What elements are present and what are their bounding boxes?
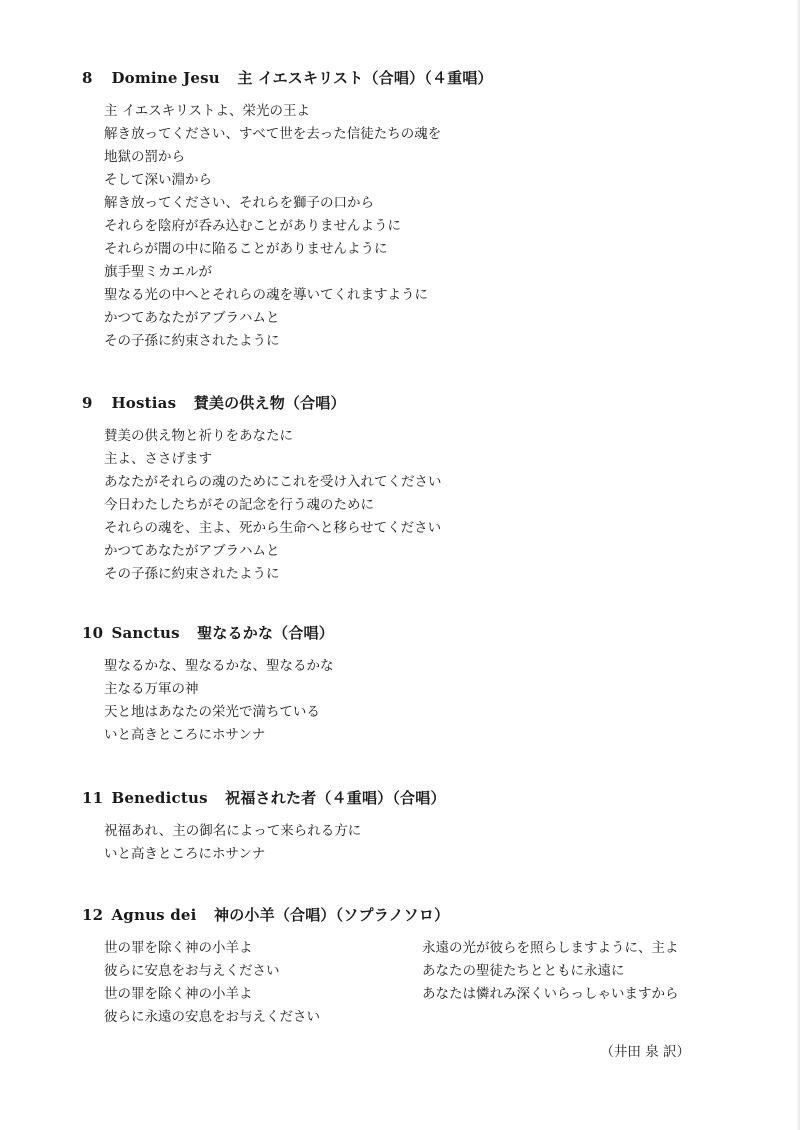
lyric-line: 祝福あれ、主の御名によって来られる方に [104,823,362,839]
section-latin-title: Sanctus [111,624,180,642]
section-number: 11 [82,789,104,807]
section-heading [82,905,722,925]
lyric-line: それらの魂を、主よ、死から生命へと移らせてください [104,520,442,536]
lyrics-lines [104,820,722,866]
lyric-line: 地獄の罰から [104,149,185,165]
lyric-line: 旗手聖ミカエルが [104,264,212,280]
lyric-line: 彼らに永遠の安息をお与えください [104,1009,320,1025]
lyric-line: かつてあなたがアブラハムと [104,543,280,559]
section-number: 8 [82,69,93,87]
lyric-line: 主なる万軍の神 [104,681,199,697]
lyric-line: 主よ、ささげます [104,451,212,467]
lyric-line: 賛美の供え物と祈りをあなたに [104,428,293,444]
lyric-line: あなたは憐れみ深くいらっしゃいますから [422,986,679,1002]
section-title: 神の小羊（合唱）（ソプラノソロ） [214,906,450,924]
section-title: 祝福された者（４重唱）（合唱） [225,789,446,807]
section-heading [82,393,722,413]
lyric-line: 今日わたしたちがその記念を行う魂のために [104,497,374,513]
lyric-line: 解き放ってください、すべて世を去った信徒たちの魂を [104,126,442,142]
section-latin-title: Hostias [111,394,177,412]
section-latin-title: Domine Jesu [111,69,220,87]
lyrics-lines [104,425,722,586]
section-latin-title: Agnus dei [111,906,197,924]
section-latin-title: Benedictus [111,789,208,807]
section-hostias [82,393,722,586]
lyrics-column-right [422,937,679,1006]
section-agnus-dei [82,905,722,1037]
lyric-line: 彼らに安息をお与えください [104,963,280,979]
section-title: 聖なるかな（合唱） [197,624,334,642]
lyrics-column-left [104,937,320,1029]
section-heading [82,623,722,643]
lyric-line: 世の罪を除く神の小羊よ [104,986,253,1002]
section-title: 主 イエスキリスト（合唱）（４重唱） [237,69,493,87]
lyric-line: かつてあなたがアブラハムと [104,310,280,326]
lyric-line: 解き放ってください、それらを獅子の口から [104,195,374,211]
lyric-line: それらを陰府が呑み込むことがありませんように [104,218,401,234]
section-number: 12 [82,906,104,924]
section-number: 10 [82,624,104,642]
lyric-line: 主 イエスキリストよ、栄光の王よ [104,103,310,119]
section-title: 賛美の供え物（合唱） [193,394,346,412]
lyric-line: 聖なるかな、聖なるかな、聖なるかな [104,658,334,674]
section-heading [82,68,722,88]
section-number: 9 [82,394,93,412]
lyric-line: 永遠の光が彼らを照らしますように、主よ [422,940,679,956]
lyric-line: 世の罪を除く神の小羊よ [104,940,253,956]
translator-credit: （井田 泉 訳） [600,1044,690,1060]
lyric-line: 聖なる光の中へとそれらの魂を導いてくれますように [104,287,428,303]
lyric-line: いと高きところにホサンナ [104,727,266,743]
lyric-line: その子孫に約束されたように [104,333,280,349]
lyric-line: 天と地はあなたの栄光で満ちている [104,704,320,720]
lyrics-lines [104,100,722,353]
lyrics-lines [104,655,722,747]
lyric-line: その子孫に約束されたように [104,566,280,582]
section-sanctus [82,623,722,747]
section-benedictus [82,788,722,866]
lyric-line: それらが闇の中に陥ることがありませんように [104,241,388,257]
lyric-line: そして深い淵から [104,172,212,188]
section-heading [82,788,722,808]
section-domine-jesu [82,68,722,353]
lyric-line: あなたがそれらの魂のためにこれを受け入れてください [104,474,442,490]
page-edge-shadow [796,0,800,1130]
lyric-line: いと高きところにホサンナ [104,846,266,862]
lyric-line: あなたの聖徒たちとともに永遠に [422,963,625,979]
lyrics-columns [82,937,722,1037]
